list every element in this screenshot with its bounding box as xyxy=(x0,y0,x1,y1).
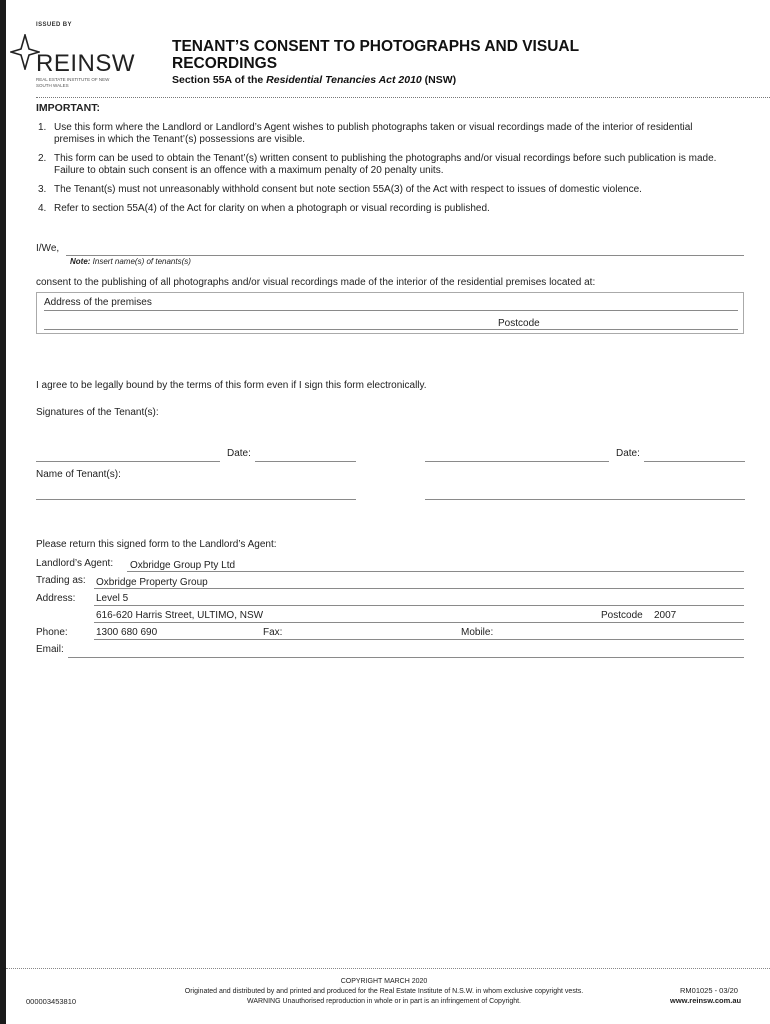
landlords-agent-label: Landlord’s Agent: xyxy=(36,558,114,569)
date-field-2[interactable] xyxy=(644,461,745,462)
electronic-signing-agreement: I agree to be legally bound by the terms of this form even if I sign this form electronically. xyxy=(36,380,427,391)
header-divider xyxy=(36,97,770,98)
copyright-notice: COPYRIGHT MARCH 2020 xyxy=(340,978,428,985)
trading-as-value: Oxbridge Property Group xyxy=(96,577,208,588)
phone-label: Phone: xyxy=(36,627,68,638)
important-item-text: Use this form where the Landlord or Landlord’s Agent wishes to publish photographs taken or visual recordings made of the interior of residential premises in which the Tenant’(s) possessions are visible. xyxy=(54,122,693,145)
premises-address-field-line2[interactable] xyxy=(44,329,738,330)
tenant-name-label: Name of Tenant(s): xyxy=(36,469,121,480)
form-code: RM01025 - 03/20 xyxy=(680,986,738,995)
left-page-border xyxy=(0,0,6,1024)
date-label-1: Date: xyxy=(227,448,251,459)
important-item-text: Refer to section 55A(4) of the Act for clarity on when a photograph or visual recording is published. xyxy=(54,203,490,214)
logo-subtitle: REAL ESTATE INSTITUTE OF NEW SOUTH WALES xyxy=(36,77,110,88)
origination-notice: Originated and distributed by and printed and produced for the Real Estate Institute of N.S.W. in whom exclusive copyright vests. xyxy=(184,988,584,995)
landlords-agent-field[interactable] xyxy=(127,571,744,572)
fax-label: Fax: xyxy=(263,627,283,638)
date-field-1[interactable] xyxy=(255,461,356,462)
agent-postcode-label: Postcode xyxy=(601,610,643,621)
issued-by-label: ISSUED BY xyxy=(36,22,72,28)
address-line2-value: 616-620 Harris Street, ULTIMO, NSW xyxy=(96,610,264,621)
important-item-number: 2. xyxy=(38,153,47,164)
premises-address-label: Address of the premises xyxy=(44,297,152,308)
important-heading: IMPORTANT: xyxy=(36,102,100,114)
phone-fax-mobile-field[interactable] xyxy=(94,639,744,640)
important-item-number: 4. xyxy=(38,203,47,214)
form-subtitle: Section 55A of the Residential Tenancies Act 2010 (NSW) xyxy=(172,74,457,86)
landlords-agent-value: Oxbridge Group Pty Ltd xyxy=(130,560,236,571)
date-label-2: Date: xyxy=(616,448,640,459)
tenant-name-field-1[interactable] xyxy=(36,499,356,500)
consent-statement: consent to the publishing of all photographs and/or visual recordings made of the interior of the residential premises located at: xyxy=(36,277,596,288)
tenant-signature-field-2[interactable] xyxy=(425,461,609,462)
iwe-label: I/We, xyxy=(36,243,60,254)
return-instructions: Please return this signed form to the Landlord’s Agent: xyxy=(36,539,277,550)
email-field[interactable] xyxy=(68,657,744,658)
important-item-text: This form can be used to obtain the Tenant’(s) written consent to publishing the photographs and/or visual recordings before such publication is made. Failure to obtain such consent is an offence with a maximum penalty of 20 penalty units. xyxy=(54,153,717,176)
tenant-name-field-2[interactable] xyxy=(425,499,745,500)
agent-postcode-value: 2007 xyxy=(654,610,677,621)
footer-divider xyxy=(6,968,770,969)
address-line1-value: Level 5 xyxy=(96,593,129,604)
copyright-warning: WARNING Unauthorised reproduction in whole or in part is an infringement of Copyright. xyxy=(246,998,522,1005)
phone-value: 1300 680 690 xyxy=(96,627,158,638)
document-number: 000003453810 xyxy=(26,997,77,1006)
address-line1-field[interactable] xyxy=(94,605,744,606)
website-link[interactable]: www.reinsw.com.au xyxy=(670,996,742,1005)
important-item-number: 3. xyxy=(38,184,47,195)
important-item-number: 1. xyxy=(38,122,47,133)
premises-postcode-label: Postcode xyxy=(498,318,540,329)
logo-wordmark: REINSW xyxy=(36,50,135,77)
address-label: Address: xyxy=(36,593,76,604)
premises-address-field[interactable] xyxy=(44,310,738,311)
important-item-text: The Tenant(s) must not unreasonably withhold consent but note section 55A(3) of the Act with respect to issues of domestic violence. xyxy=(54,184,642,195)
address-line2-field[interactable] xyxy=(94,622,744,623)
trading-as-field[interactable] xyxy=(94,588,744,589)
tenant-signature-field-1[interactable] xyxy=(36,461,220,462)
trading-as-label: Trading as: xyxy=(36,575,86,586)
tenant-names-field[interactable] xyxy=(66,255,744,256)
signatures-label: Signatures of the Tenant(s): xyxy=(36,407,159,418)
tenant-names-note: Note: Insert name(s) of tenants(s) xyxy=(70,257,191,266)
email-label: Email: xyxy=(36,644,64,655)
mobile-label: Mobile: xyxy=(461,627,494,638)
form-title: TENANT’S CONSENT TO PHOTOGRAPHS AND VISUAL RECORDINGS xyxy=(172,38,579,72)
